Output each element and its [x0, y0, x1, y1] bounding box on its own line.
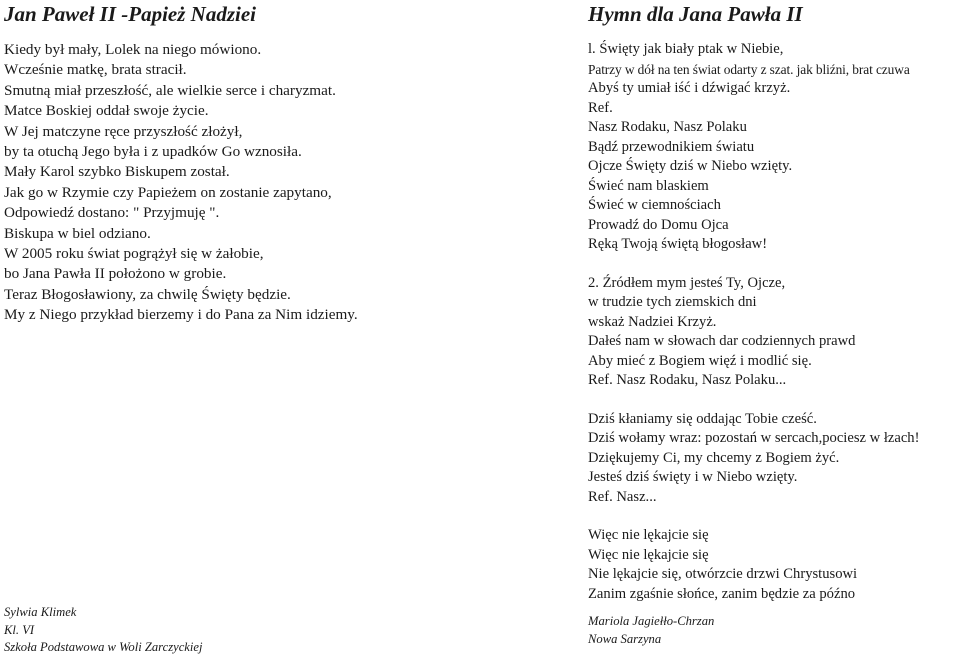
poem-line: Nasz Rodaku, Nasz Polaku [588, 119, 747, 135]
poem-line: Prowadź do Domu Ojca [588, 216, 729, 233]
signature-line: Szkoła Podstawowa w Woli Zarczyckiej [4, 640, 203, 654]
poem-line: Smutną miał przeszłość, ale wielkie serce i charyzmat. [4, 81, 336, 99]
poem-line: w trudzie tych ziemskich dni [588, 294, 757, 310]
poem-line: by ta otuchą Jego była i z upadków Go wznosiła. [4, 143, 302, 161]
poem-line: Ref. Nasz Rodaku, Nasz Polaku... [588, 372, 787, 388]
poem-line: W 2005 roku świat pogrążył się w żałobie, [4, 245, 264, 263]
poem-line: Teraz Błogosławiony, za chwilę Święty będzie. [4, 285, 291, 303]
left-poem-lines [4, 40, 474, 326]
poem-line: Dziś kłaniamy się oddając Tobie cześć. [588, 410, 817, 427]
poem-line: Ref. Nasz... [588, 488, 657, 505]
right-hymn [588, 2, 960, 604]
poem-line: Ref. [588, 99, 613, 116]
poem-line: Odpowiedź dostano: " Przyjmuję ". [4, 204, 220, 222]
hymn-stanza-4 [588, 526, 960, 604]
signature-line: Mariola Jagiełło-Chrzan [588, 614, 715, 628]
poem-line: Nie lękajcie się, otwórzcie drzwi Chrystusowi [588, 566, 858, 582]
poem-line: Mały Karol szybko Biskupem został. [4, 163, 230, 181]
poem-line: l. Święty jak biały ptak w Niebie, [588, 41, 784, 57]
hymn-stanza-1 [588, 40, 960, 255]
poem-line: Jesteś dziś święty i w Niebo wzięty. [588, 469, 798, 485]
left-poem-title: Jan Paweł II -Papież Nadziei [4, 2, 256, 26]
poem-line: Ręką Twoją świętą błogosław! [588, 236, 768, 252]
poem-line: Więc nie lękajcie się [588, 546, 709, 563]
poem-line: Kiedy był mały, Lolek na niego mówiono. [4, 41, 262, 58]
poem-line: 2. Źródłem mym jesteś Ty, Ojcze, [588, 274, 786, 291]
hymn-stanza-2 [588, 274, 960, 391]
poem-line: Biskupa w biel odziano. [4, 224, 151, 242]
poem-line: Dałeś nam w słowach dar codziennych prawd [588, 333, 856, 349]
hymn-title: Hymn dla Jana Pawła II [588, 2, 803, 26]
poem-line: Świeć w ciemnościach [588, 197, 721, 213]
poem-line: My z Niego przykład bierzemy i do Pana za Nim idziemy. [4, 306, 358, 324]
poem-line: Aby mieć z Bogiem więź i modlić się. [588, 352, 812, 369]
poem-line: Ojcze Święty dziś w Niebo wzięty. [588, 158, 793, 174]
poem-line: wskaż Nadziei Krzyż. [588, 313, 717, 330]
poem-line: Świeć nam blaskiem [588, 177, 709, 194]
signature-line: Kl. VI [4, 622, 35, 637]
poem-line: Jak go w Rzymie czy Papieżem on zostanie zapytano, [4, 183, 332, 201]
signature-right [588, 613, 714, 648]
hymn-stanza-3 [588, 410, 960, 508]
poem-line: Patrzy w dół na ten świat odarty z szat. jak bliźni, brat czuwa [588, 61, 910, 77]
poem-line: Wcześnie matkę, brata stracił. [4, 61, 187, 79]
poem-line: Dziękujemy Ci, my chcemy z Bogiem żyć. [588, 449, 840, 466]
poem-line: Zanim zgaśnie słońce, zanim będzie za późno [588, 585, 856, 602]
poem-line: Dziś wołamy wraz: pozostań w sercach,pociesz w łzach! [588, 430, 920, 446]
poem-line: Abyś ty umiał iść i dźwigać krzyż. [588, 80, 791, 96]
poem-line: W Jej matczyne ręce przyszłość złożył, [4, 122, 243, 140]
poem-line: Matce Boskiej oddał swoje życie. [4, 102, 209, 120]
signature-line: Nowa Sarzyna [588, 631, 662, 646]
poem-line: Bądź przewodnikiem światu [588, 138, 755, 155]
signature-line: Sylwia Klimek [4, 605, 77, 619]
poem-line: bo Jana Pawła II położono w grobie. [4, 265, 227, 283]
poem-line: Więc nie lękajcie się [588, 527, 709, 543]
left-poem [4, 2, 474, 326]
signature-left [4, 604, 202, 657]
